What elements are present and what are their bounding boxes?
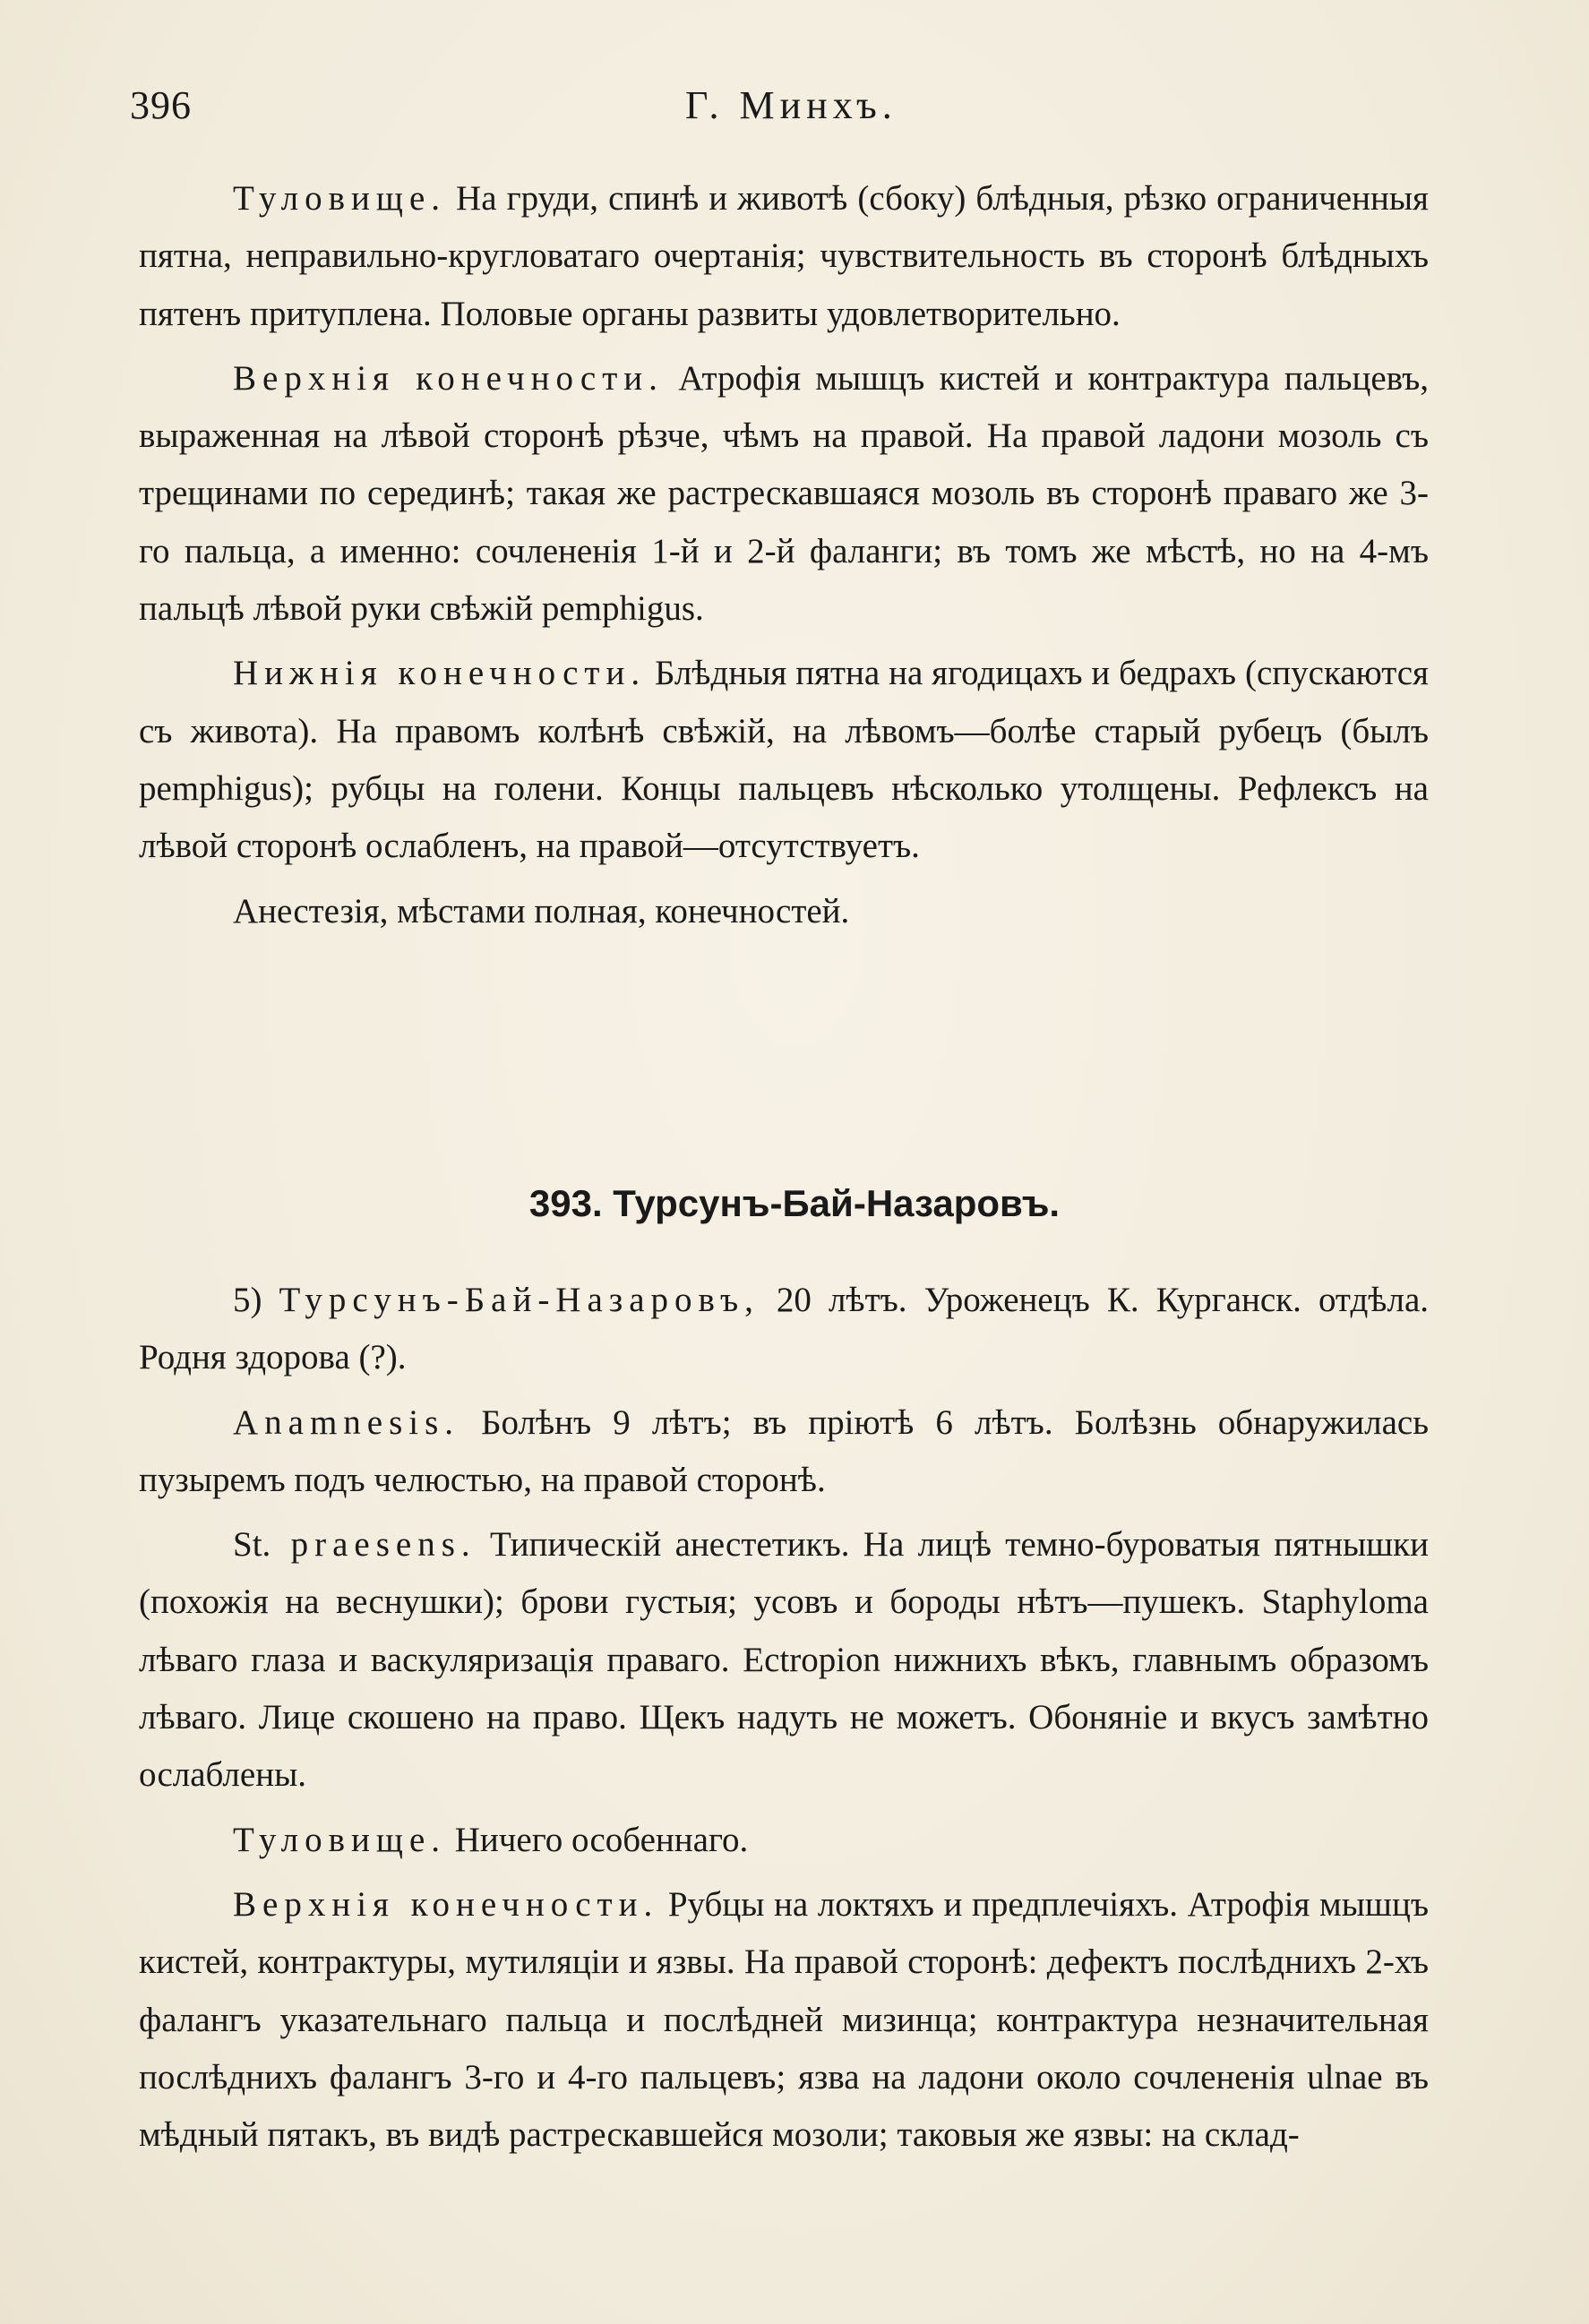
page-number: 396 [130,83,192,127]
patient-name: Турсунъ-Бай-Назаровъ, [279,1281,760,1319]
paragraph-text: Болѣнъ 9 лѣтъ; въ пріютѣ 6 лѣтъ. Болѣзнь обнаружилась пузыремъ подъ челюстью, на правой сторонѣ. [139,1402,1429,1499]
case-number: 5) [233,1281,279,1319]
section-label: Туловище. [233,179,447,218]
section-label-st: St. [233,1525,271,1565]
paragraph-intro [139,1272,1429,1387]
case-392-continuation [139,170,1429,940]
section-label: Верхнія конечности. [233,358,664,398]
section-label: Верхнія конечности. [233,1884,659,1924]
section-label: praesens. [271,1525,477,1565]
paragraph-lower-limbs [139,645,1429,875]
section-label: Туловище. [233,1820,447,1859]
section-label: Anamnesis. [233,1402,460,1442]
case-heading: 393. Турсунъ-Бай-Назаровъ. [528,1182,1061,1224]
paragraph-status-praesens [139,1516,1429,1804]
paragraph-trunk [139,1812,1429,1869]
paragraph-anesthesia: Анестезія, мѣстами полная, конечностей. [233,891,850,930]
paragraph-text: Блѣдныя пятна на ягодицахъ и бедрахъ (спускаются съ живота). На правомъ колѣнѣ свѣжій, на лѣвомъ—болѣе старый рубецъ (былъ pemphigus); рубцы на голени. Концы пальцевъ нѣсколько утолщены. Рефлексъ на лѣвой сторонѣ ослабленъ, на правой—отсутствуетъ. [139,654,1429,866]
paragraph-upper-limbs [139,1876,1429,2164]
paragraph-trunk [139,170,1429,343]
paragraph-text: Рубцы на локтяхъ и предплечіяхъ. Атрофія мышцъ кистей, контрактуры, мутиляціи и язвы. На правой сторонѣ: дефектъ послѣднихъ 2-хъ фалангъ указательнаго пальца и послѣдней мизинца; контрактура незначительная послѣднихъ фалангъ 3-го и 4-го пальцевъ; язва на ладони около сочлененія ulnae въ мѣдный пятакъ, въ видѣ растрескавшейся мозоли; таковыя же язвы: на склад- [139,1884,1429,2155]
section-label: Нижнія конечности. [233,654,647,693]
paragraph-upper-limbs [139,350,1429,638]
case-393-body [139,1272,1429,2164]
paragraph-text: 20 лѣтъ. Уроженецъ К. Курганск. отдѣла. Родня здорова (?). [139,1281,1429,1377]
paragraph-anamnesis [139,1394,1429,1510]
paragraph-text: На груди, спинѣ и животѣ (сбоку) блѣдныя, рѣзко ограниченныя пятна, неправильно-кругловатаго очертанія; чувствительность въ сторонѣ блѣдныхъ пятенъ притуплена. Половые органы развиты удовлетворительно. [139,179,1429,333]
running-head: Г. Минхъ. [685,83,898,127]
paragraph-text: Атрофія мышцъ кистей и контрактура пальцевъ, выраженная на лѣвой сторонѣ рѣзче, чѣмъ на правой. На правой ладони мозоль съ трещинами по серединѣ; такая же растрескавшаяся мозоль въ сторонѣ праваго же 3-го пальца, а именно: сочлененія 1-й и 2-й фаланги; въ томъ же мѣстѣ, но на 4-мъ пальцѣ лѣвой руки свѣжій pemphigus. [139,358,1430,629]
paragraph-text: Ничего особеннаго. [446,1820,749,1859]
paragraph-text: Типическій анестетикъ. На лицѣ темно-буроватыя пятнышки (похожія на веснушки); брови густыя; усовъ и бороды нѣтъ—пушекъ. Staphyloma лѣваго глаза и васкуляризація праваго. Ectropion нижнихъ вѣкъ, главнымъ образомъ лѣваго. Лице скошено на право. Щекъ надуть не можетъ. Обоняніе и вкусъ замѣтно ослаблены. [139,1525,1429,1795]
page-header [130,82,1429,136]
